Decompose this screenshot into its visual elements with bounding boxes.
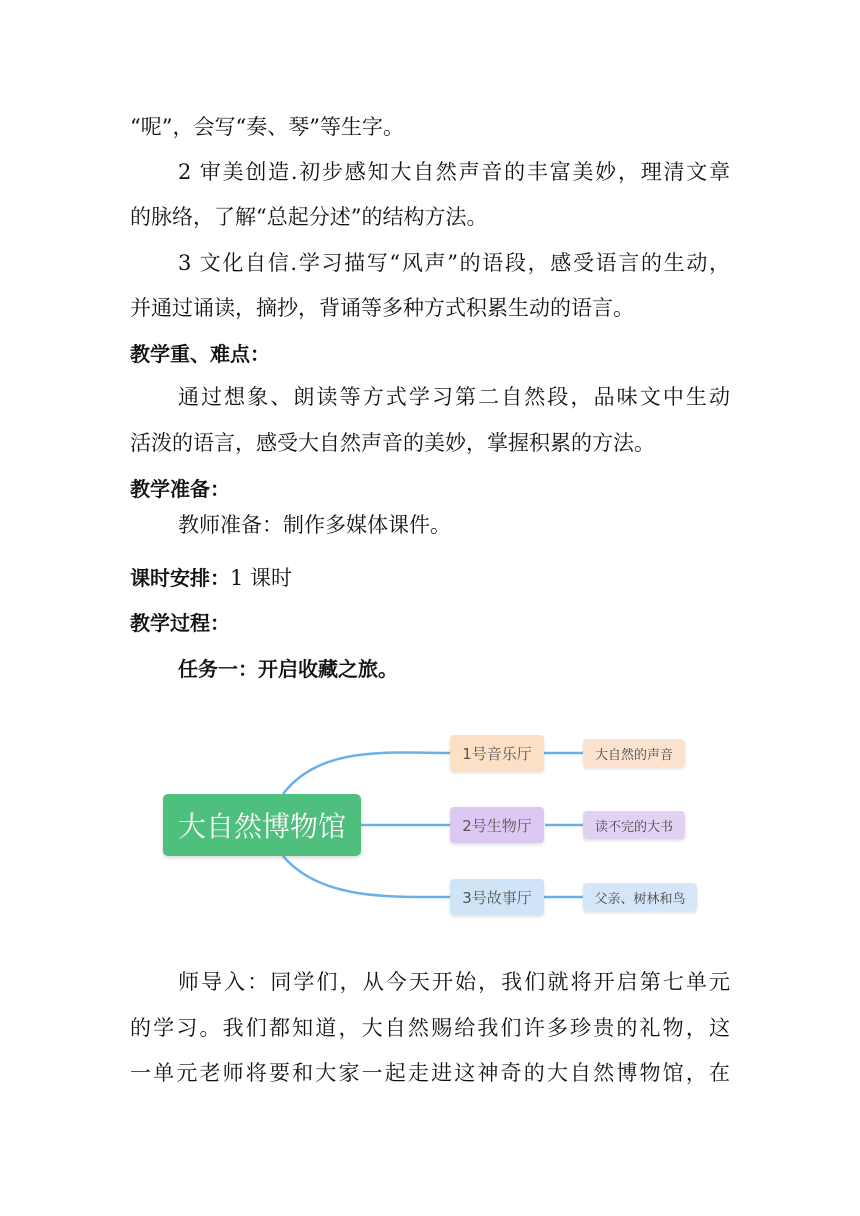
schedule-heading: 课时安排：	[130, 566, 230, 590]
mindmap-root: 大自然博物馆	[163, 794, 361, 856]
objective-3-line: 3 文化自信.学习描写“风声”的语段，感受语言的生动，	[178, 251, 730, 275]
key-points-line: 活泼的语言，感受大自然声音的美妙，掌握积累的方法。	[130, 431, 655, 455]
key-points-heading: 教学重、难点：	[130, 342, 270, 366]
mindmap-branch-biology-hall: 2号生物厅	[450, 807, 544, 843]
mindmap-leaf-endless-book: 读不完的大书	[583, 811, 685, 839]
intro-line: 师导入：同学们，从今天开始，我们就将开启第七单元	[178, 970, 730, 994]
task-one-heading: 任务一：开启收藏之旅。	[178, 657, 398, 681]
preparation-heading: 教学准备：	[130, 477, 230, 501]
key-points-line: 通过想象、朗读等方式学习第二自然段，品味文中生动	[178, 385, 730, 409]
intro-line: 的学习。我们都知道，大自然赐给我们许多珍贵的礼物，这	[130, 1016, 730, 1040]
preparation-text: 教师准备：制作多媒体课件。	[178, 513, 451, 537]
process-heading: 教学过程：	[130, 611, 230, 635]
mindmap-branch-music-hall: 1号音乐厅	[450, 735, 544, 771]
mindmap-leaf-father-forest-bird: 父亲、树林和鸟	[583, 883, 697, 911]
schedule-value: 1 课时	[230, 566, 293, 590]
objective-text-line: “呢”，会写“奏、琴”等生字。	[130, 115, 404, 139]
mindmap-branch-story-hall: 3号故事厅	[450, 879, 544, 915]
objective-2-line: 的脉络，了解“总起分述”的结构方法。	[130, 205, 488, 229]
intro-line: 一单元老师将要和大家一起走进这神奇的大自然博物馆，在	[130, 1061, 730, 1085]
schedule-line	[130, 563, 292, 593]
objective-2-line: 2 审美创造.初步感知大自然声音的丰富美妙，理清文章	[178, 160, 730, 184]
mindmap-leaf-sounds-of-nature: 大自然的声音	[583, 739, 685, 767]
objective-3-line: 并通过诵读，摘抄，背诵等多种方式积累生动的语言。	[130, 296, 634, 320]
